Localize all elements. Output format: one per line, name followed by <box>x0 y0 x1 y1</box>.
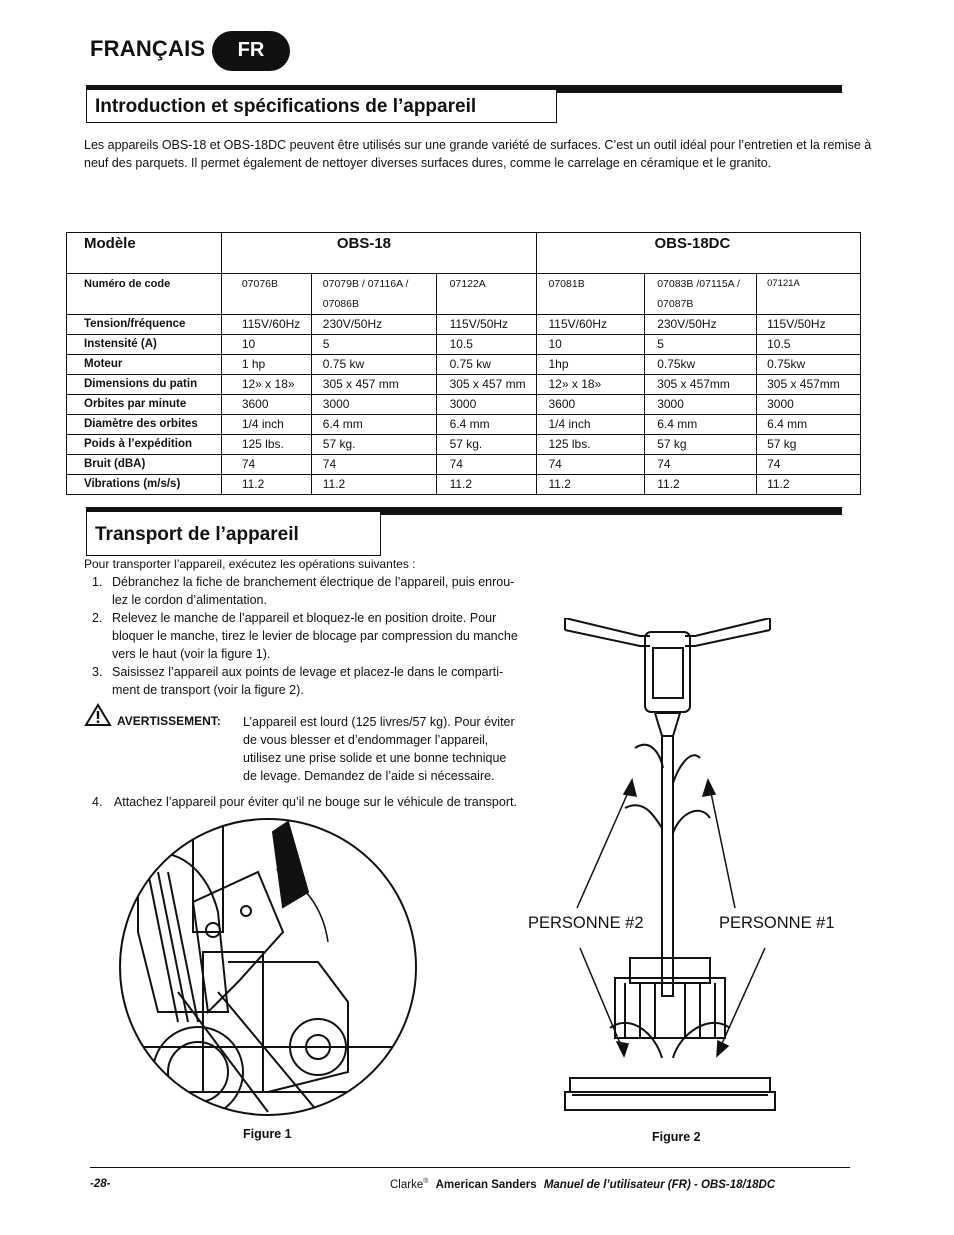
spec-cell: 125 lbs. <box>221 435 311 455</box>
code-cell: 07079B / 07116A / 07086B <box>311 274 436 315</box>
header-obs18dc: OBS-18DC <box>654 235 731 252</box>
spec-cell: 3000 <box>645 395 757 415</box>
spec-cell: 57 kg <box>757 435 861 455</box>
code-label: Numéro de code <box>67 274 222 315</box>
spec-cell: 74 <box>757 455 861 475</box>
transport-intro: Pour transporter l’appareil, exécutez les opérations suivantes : <box>84 557 416 571</box>
spec-cell: 305 x 457 mm <box>436 375 536 395</box>
spec-cell: 74 <box>645 455 757 475</box>
spec-header-row <box>67 233 861 274</box>
spec-cell: 0.75 kw <box>436 355 536 375</box>
spec-cell: 0.75kw <box>645 355 757 375</box>
figure-2-illustration <box>560 618 780 1118</box>
spec-cell: 10 <box>536 335 645 355</box>
spec-row <box>67 395 861 415</box>
language-label: FRANÇAIS <box>90 36 206 61</box>
spec-cell: 115V/60Hz <box>536 315 645 335</box>
footer-rule <box>90 1167 850 1168</box>
step-item: 2. Relevez le manche de l’appareil et bloquez-le en position droite. Pour bloquer le manche, tirez le levier de blocage par compression du manche vers le haut (voir la figure 1). <box>92 611 518 661</box>
spec-cell: 3600 <box>536 395 645 415</box>
spec-row <box>67 375 861 395</box>
step-item: 1. Débranchez la fiche de branchement électrique de l’appareil, puis enrou- lez le cordon d’alimentation. <box>92 575 515 607</box>
spec-row-label: Instensité (A) <box>67 335 222 355</box>
spec-cell: 1/4 inch <box>536 415 645 435</box>
spec-cell: 11.2 <box>436 475 536 495</box>
spec-cell: 12» x 18» <box>221 375 311 395</box>
spec-cell: 305 x 457mm <box>645 375 757 395</box>
spec-cell: 3000 <box>757 395 861 415</box>
spec-cell: 11.2 <box>311 475 436 495</box>
spec-row-label: Orbites par minute <box>67 395 222 415</box>
spec-cell: 3600 <box>221 395 311 415</box>
code-cell: 07081B <box>536 274 645 315</box>
footer-credit <box>390 1178 775 1191</box>
spec-cell: 3000 <box>311 395 436 415</box>
spec-cell: 57 kg. <box>311 435 436 455</box>
spec-cell: 230V/50Hz <box>645 315 757 335</box>
warning-label: AVERTISSEMENT: <box>117 714 221 728</box>
footer-reg: ® <box>423 1178 429 1185</box>
spec-row <box>67 355 861 375</box>
spec-cell: 6.4 mm <box>645 415 757 435</box>
spec-cell: 3000 <box>436 395 536 415</box>
spec-cell: 115V/50Hz <box>436 315 536 335</box>
person-2-label: PERSONNE #2 <box>528 914 644 932</box>
header-obs18: OBS-18 <box>221 233 536 274</box>
transport-steps <box>84 573 524 699</box>
spec-cell: 11.2 <box>536 475 645 495</box>
spec-row <box>67 435 861 455</box>
spec-row <box>67 315 861 335</box>
section-title-transport: Transport de l’appareil <box>86 512 381 556</box>
language-badge: FR <box>212 31 290 71</box>
spec-cell: 230V/50Hz <box>311 315 436 335</box>
spec-cell: 10.5 <box>757 335 861 355</box>
figure-1-illustration <box>118 812 418 1122</box>
spec-table <box>66 232 861 495</box>
spec-cell: 74 <box>536 455 645 475</box>
person-1-label: PERSONNE #1 <box>719 914 835 932</box>
spec-cell: 12» x 18» <box>536 375 645 395</box>
spec-cell: 1hp <box>536 355 645 375</box>
spec-cell: 5 <box>645 335 757 355</box>
step-4: 4. Attachez l’appareil pour éviter qu’il ne bouge sur le véhicule de transport. <box>92 795 517 809</box>
step-item: 3. Saisissez l’appareil aux points de levage et placez-le dans le comparti- ment de transport (voir la figure 2). <box>92 665 504 697</box>
section-title-intro: Introduction et spécifications de l’appareil <box>86 90 557 123</box>
page-number: -28- <box>90 1178 111 1190</box>
spec-row <box>67 415 861 435</box>
code-cell: 07083B /07115A / 07087B <box>645 274 757 315</box>
spec-row-label: Poids à l’expédition <box>67 435 222 455</box>
spec-cell: 11.2 <box>757 475 861 495</box>
warning-text: L’appareil est lourd (125 livres/57 kg). Pour éviter de vous blesser et d’endommager l’appareil, utilisez une prise solide et une bonne technique de levage. Demandez de l’aide si nécessaire. <box>243 715 515 783</box>
code-cell: 07122A <box>436 274 536 315</box>
code-cell: 07121A <box>757 274 861 315</box>
spec-cell: 305 x 457mm <box>757 375 861 395</box>
spec-cell: 5 <box>311 335 436 355</box>
code-cell: 07076B <box>221 274 311 315</box>
spec-row-label: Tension/fréquence <box>67 315 222 335</box>
footer-company: American Sanders <box>435 1178 537 1191</box>
warning-icon <box>84 703 112 727</box>
spec-row-label: Dimensions du patin <box>67 375 222 395</box>
spec-cell: 6.4 mm <box>436 415 536 435</box>
intro-paragraph <box>84 136 872 172</box>
spec-cell: 74 <box>311 455 436 475</box>
footer-manual: Manuel de l’utilisateur (FR) - OBS-18/18DC <box>543 1178 776 1191</box>
spec-row-label: Moteur <box>67 355 222 375</box>
spec-row-label: Bruit (dBA) <box>67 455 222 475</box>
spec-cell: 74 <box>221 455 311 475</box>
spec-cell: 74 <box>436 455 536 475</box>
footer-brand: Clarke <box>390 1178 424 1191</box>
spec-cell: 10 <box>221 335 311 355</box>
spec-code-row <box>67 274 861 315</box>
spec-cell: 305 x 457 mm <box>311 375 436 395</box>
spec-row <box>67 475 861 495</box>
spec-cell: 57 kg <box>645 435 757 455</box>
spec-cell: 125 lbs. <box>536 435 645 455</box>
figure-2-caption: Figure 2 <box>652 1130 701 1144</box>
spec-cell: 6.4 mm <box>757 415 861 435</box>
spec-cell: 115V/50Hz <box>757 315 861 335</box>
spec-cell: 1 hp <box>221 355 311 375</box>
spec-cell: 10.5 <box>436 335 536 355</box>
intro-line-1: Les appareils OBS-18 et OBS-18DC peuvent être utilisés sur une grande variété de surfaces. C’est un outil idéal pour l’entretien et la remise à <box>84 138 872 152</box>
spec-cell: 115V/60Hz <box>221 315 311 335</box>
spec-cell: 57 kg. <box>436 435 536 455</box>
intro-line-2: neuf des parquets. Il permet également de nettoyer diverses surfaces dures, comme le carrelage en céramique et le granito. <box>84 156 772 170</box>
spec-row <box>67 335 861 355</box>
spec-cell: 0.75 kw <box>311 355 436 375</box>
spec-cell: 1/4 inch <box>221 415 311 435</box>
header-model: Modèle <box>67 233 222 274</box>
spec-cell: 6.4 mm <box>311 415 436 435</box>
spec-cell: 11.2 <box>645 475 757 495</box>
spec-rows <box>67 315 861 495</box>
spec-cell: 0.75kw <box>757 355 861 375</box>
spec-row-label: Diamètre des orbites <box>67 415 222 435</box>
spec-cell: 11.2 <box>221 475 311 495</box>
figure-1-caption: Figure 1 <box>243 1127 292 1141</box>
spec-row <box>67 455 861 475</box>
spec-row-label: Vibrations (m/s/s) <box>67 475 222 495</box>
